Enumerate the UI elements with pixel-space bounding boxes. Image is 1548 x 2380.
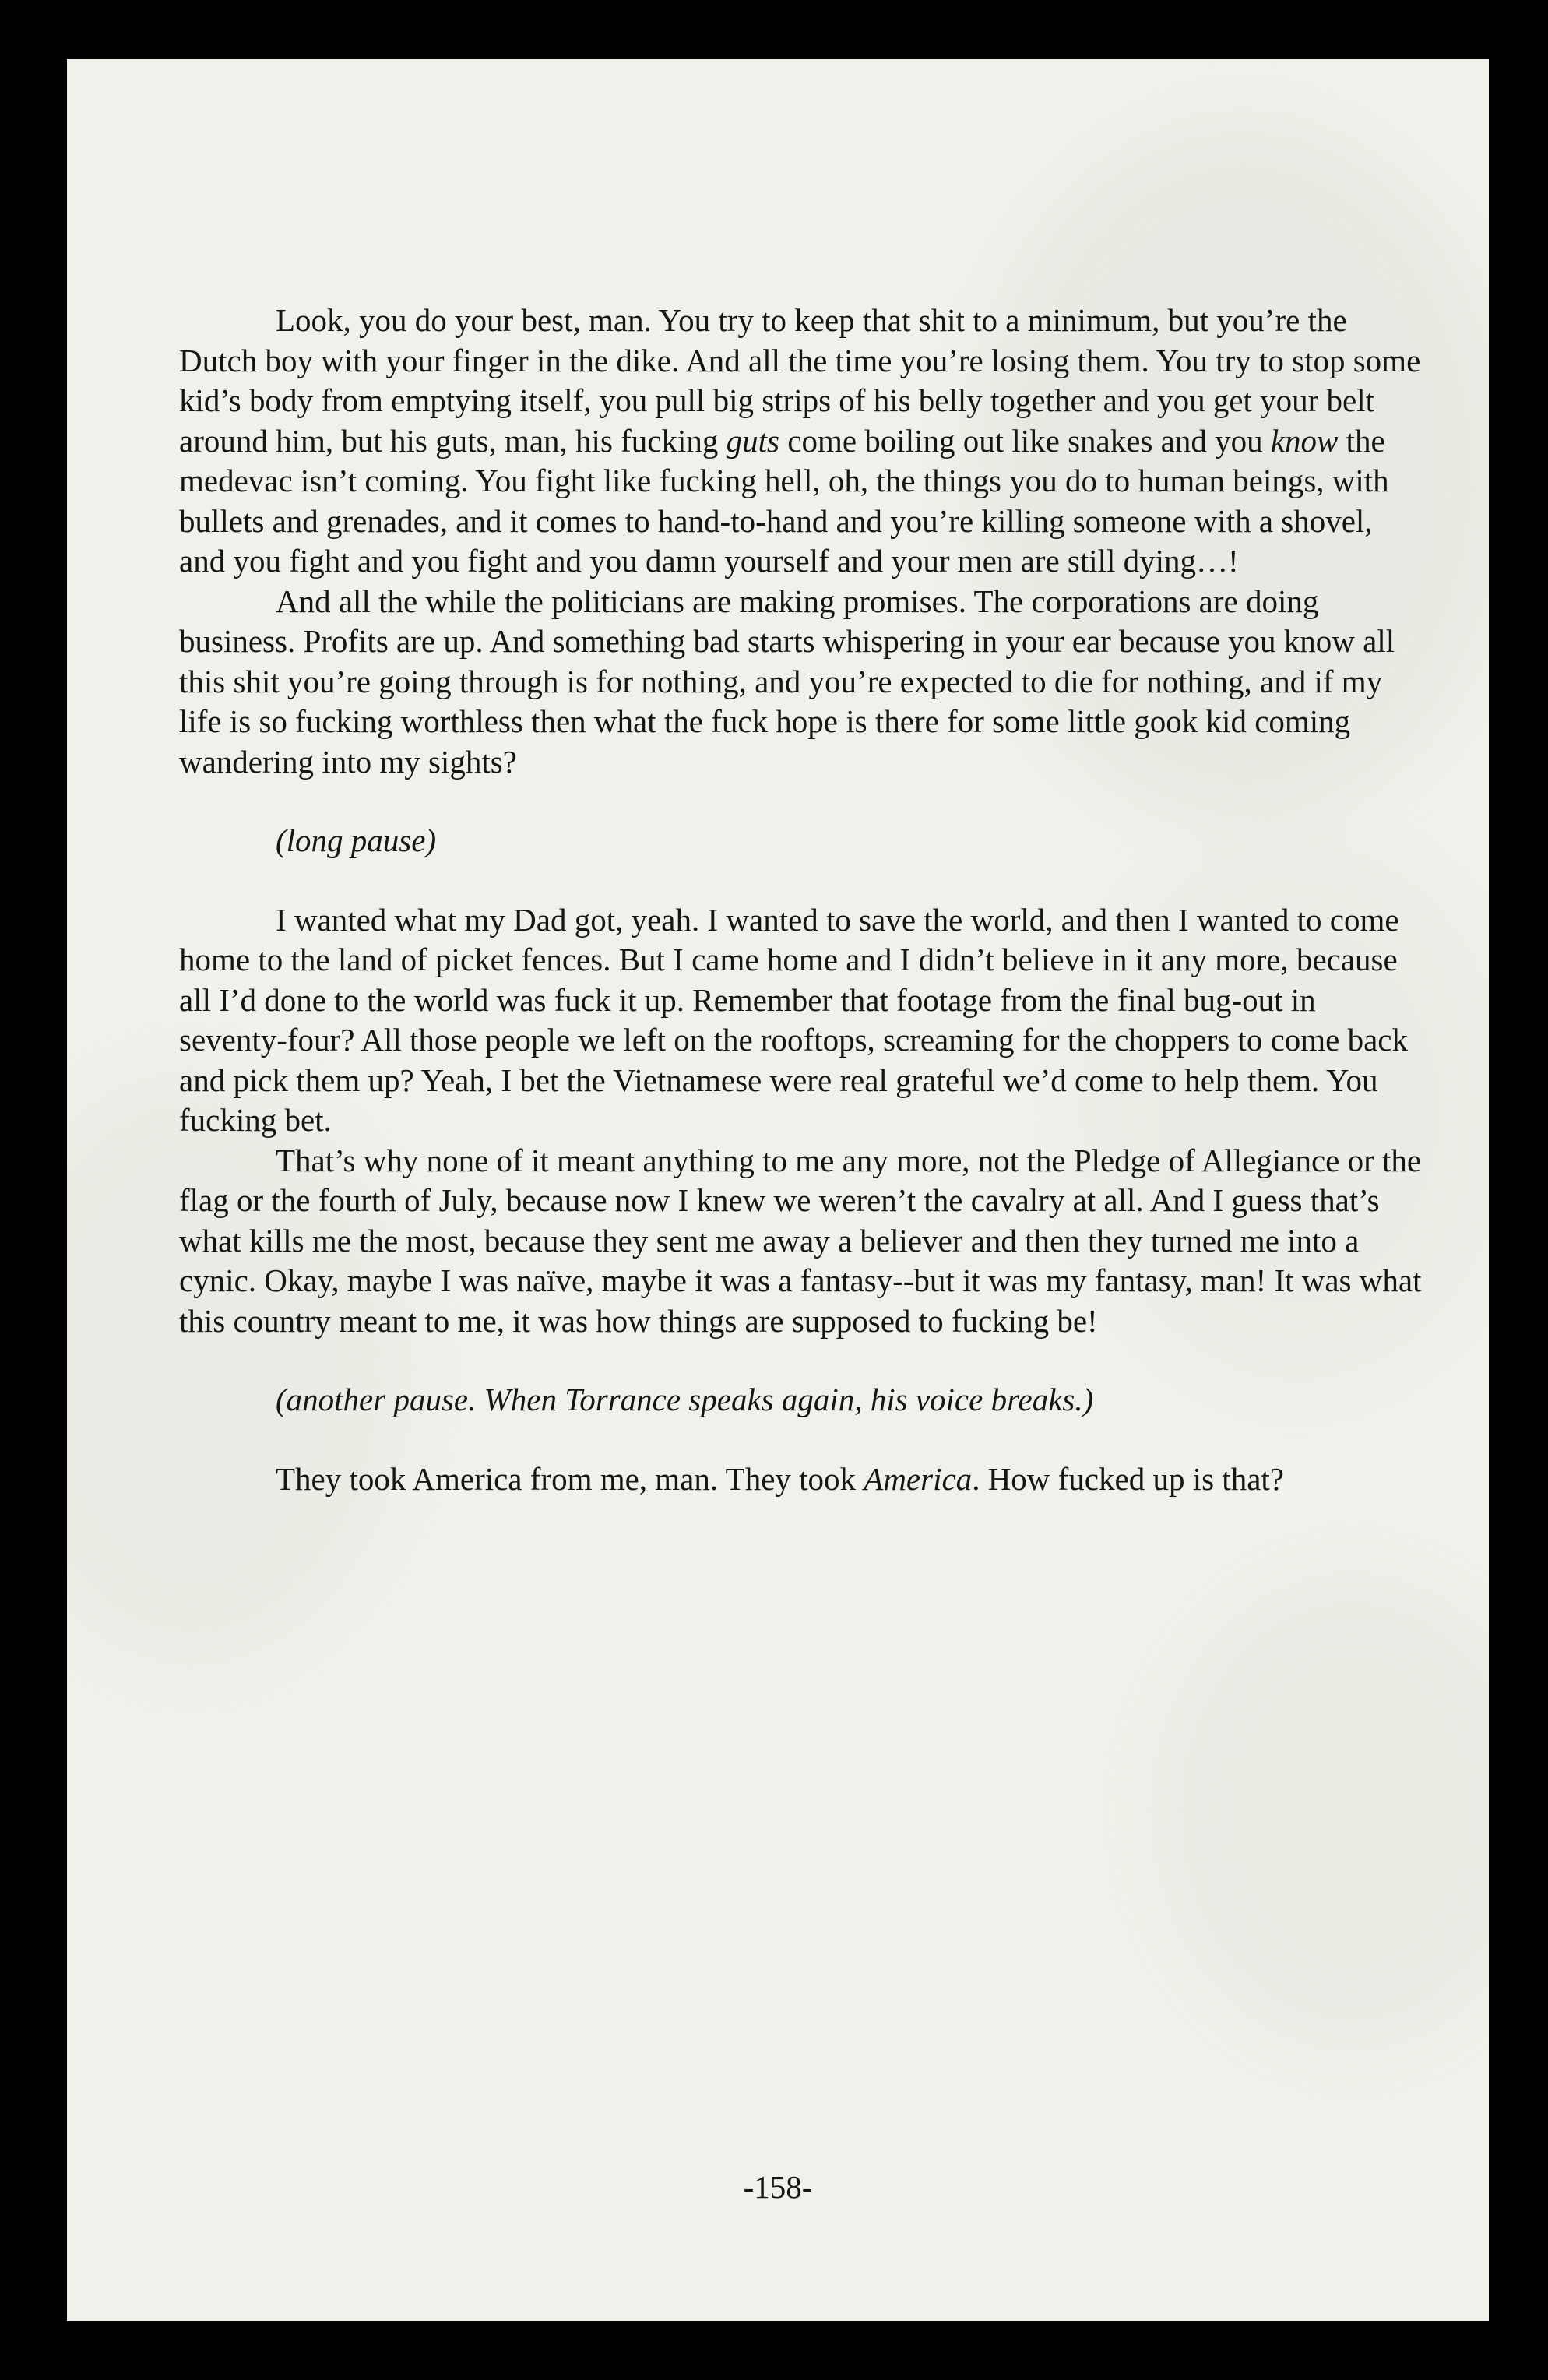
text-run: the medevac isn’t coming. You fight like fucking hell, oh, the things you do to human beings, with bullets and grenades, and it comes to hand-to-hand and you’re killing someone with a shovel, and you fight and you fight and you damn yourself and your men are still dying…! xyxy=(179,422,1389,579)
text-run: . How fucked up is that? xyxy=(972,1460,1284,1497)
emphasis: America xyxy=(864,1460,973,1497)
text-run: Look, you do your best, man. You try to keep that shit to a minimum, but you’re the Dutch boy with your finger in the dike. And all the time you’re losing them. You try to stop some kid’s body from emptying itself, you pull big strips of his belly together and you get your belt around him, but his guts, man, his fucking xyxy=(179,302,1421,459)
text-run: They took America from me, man. They took xyxy=(276,1460,864,1497)
body-text xyxy=(179,301,1425,1499)
emphasis: guts xyxy=(726,422,780,459)
page-number: -158- xyxy=(743,2169,813,2205)
stage-direction: (another pause. When Torrance speaks again, his voice breaks.) xyxy=(276,1382,1094,1417)
paragraph xyxy=(179,1459,1425,1500)
paragraph xyxy=(179,301,1425,582)
emphasis: know xyxy=(1270,422,1339,459)
stage-direction: (long pause) xyxy=(276,822,437,858)
paragraph: And all the while the politicians are making promises. The corporations are doing business. Profits are up. And something bad starts whispering in your ear because you know all this shit you’re going through is for nothing, and you’re expected to die for nothing, and if my life is so fucking worthless then what the fuck hope is there for some little gook kid coming wandering into my sights? xyxy=(179,583,1395,780)
paper-stain xyxy=(1157,1578,1489,2045)
book-page xyxy=(67,59,1489,2321)
text-run: come boiling out like snakes and you xyxy=(779,422,1271,459)
paragraph: That’s why none of it meant anything to me any more, not the Pledge of Allegiance or the flag or the fourth of July, because now I knew we weren’t the cavalry at all. And I guess that’s what kills me the most, because they sent me away a believer and then they turned me into a cynic. Okay, maybe I was naïve, maybe it was a fantasy--but it was my fantasy, man! It was what this country meant to me, it was how things are supposed to fucking be! xyxy=(179,1142,1422,1339)
paragraph: I wanted what my Dad got, yeah. I wanted to save the world, and then I wanted to come home to the land of picket fences. But I came home and I didn’t believe in it any more, because all I’d done to the world was fuck it up. Remember that footage from the final bug-out in seventy-four? All those people we left on the rooftops, screaming for the choppers to come back and pick them up? Yeah, I bet the Vietnamese were real grateful we’d come to help them. You fucking bet. xyxy=(179,901,1408,1138)
